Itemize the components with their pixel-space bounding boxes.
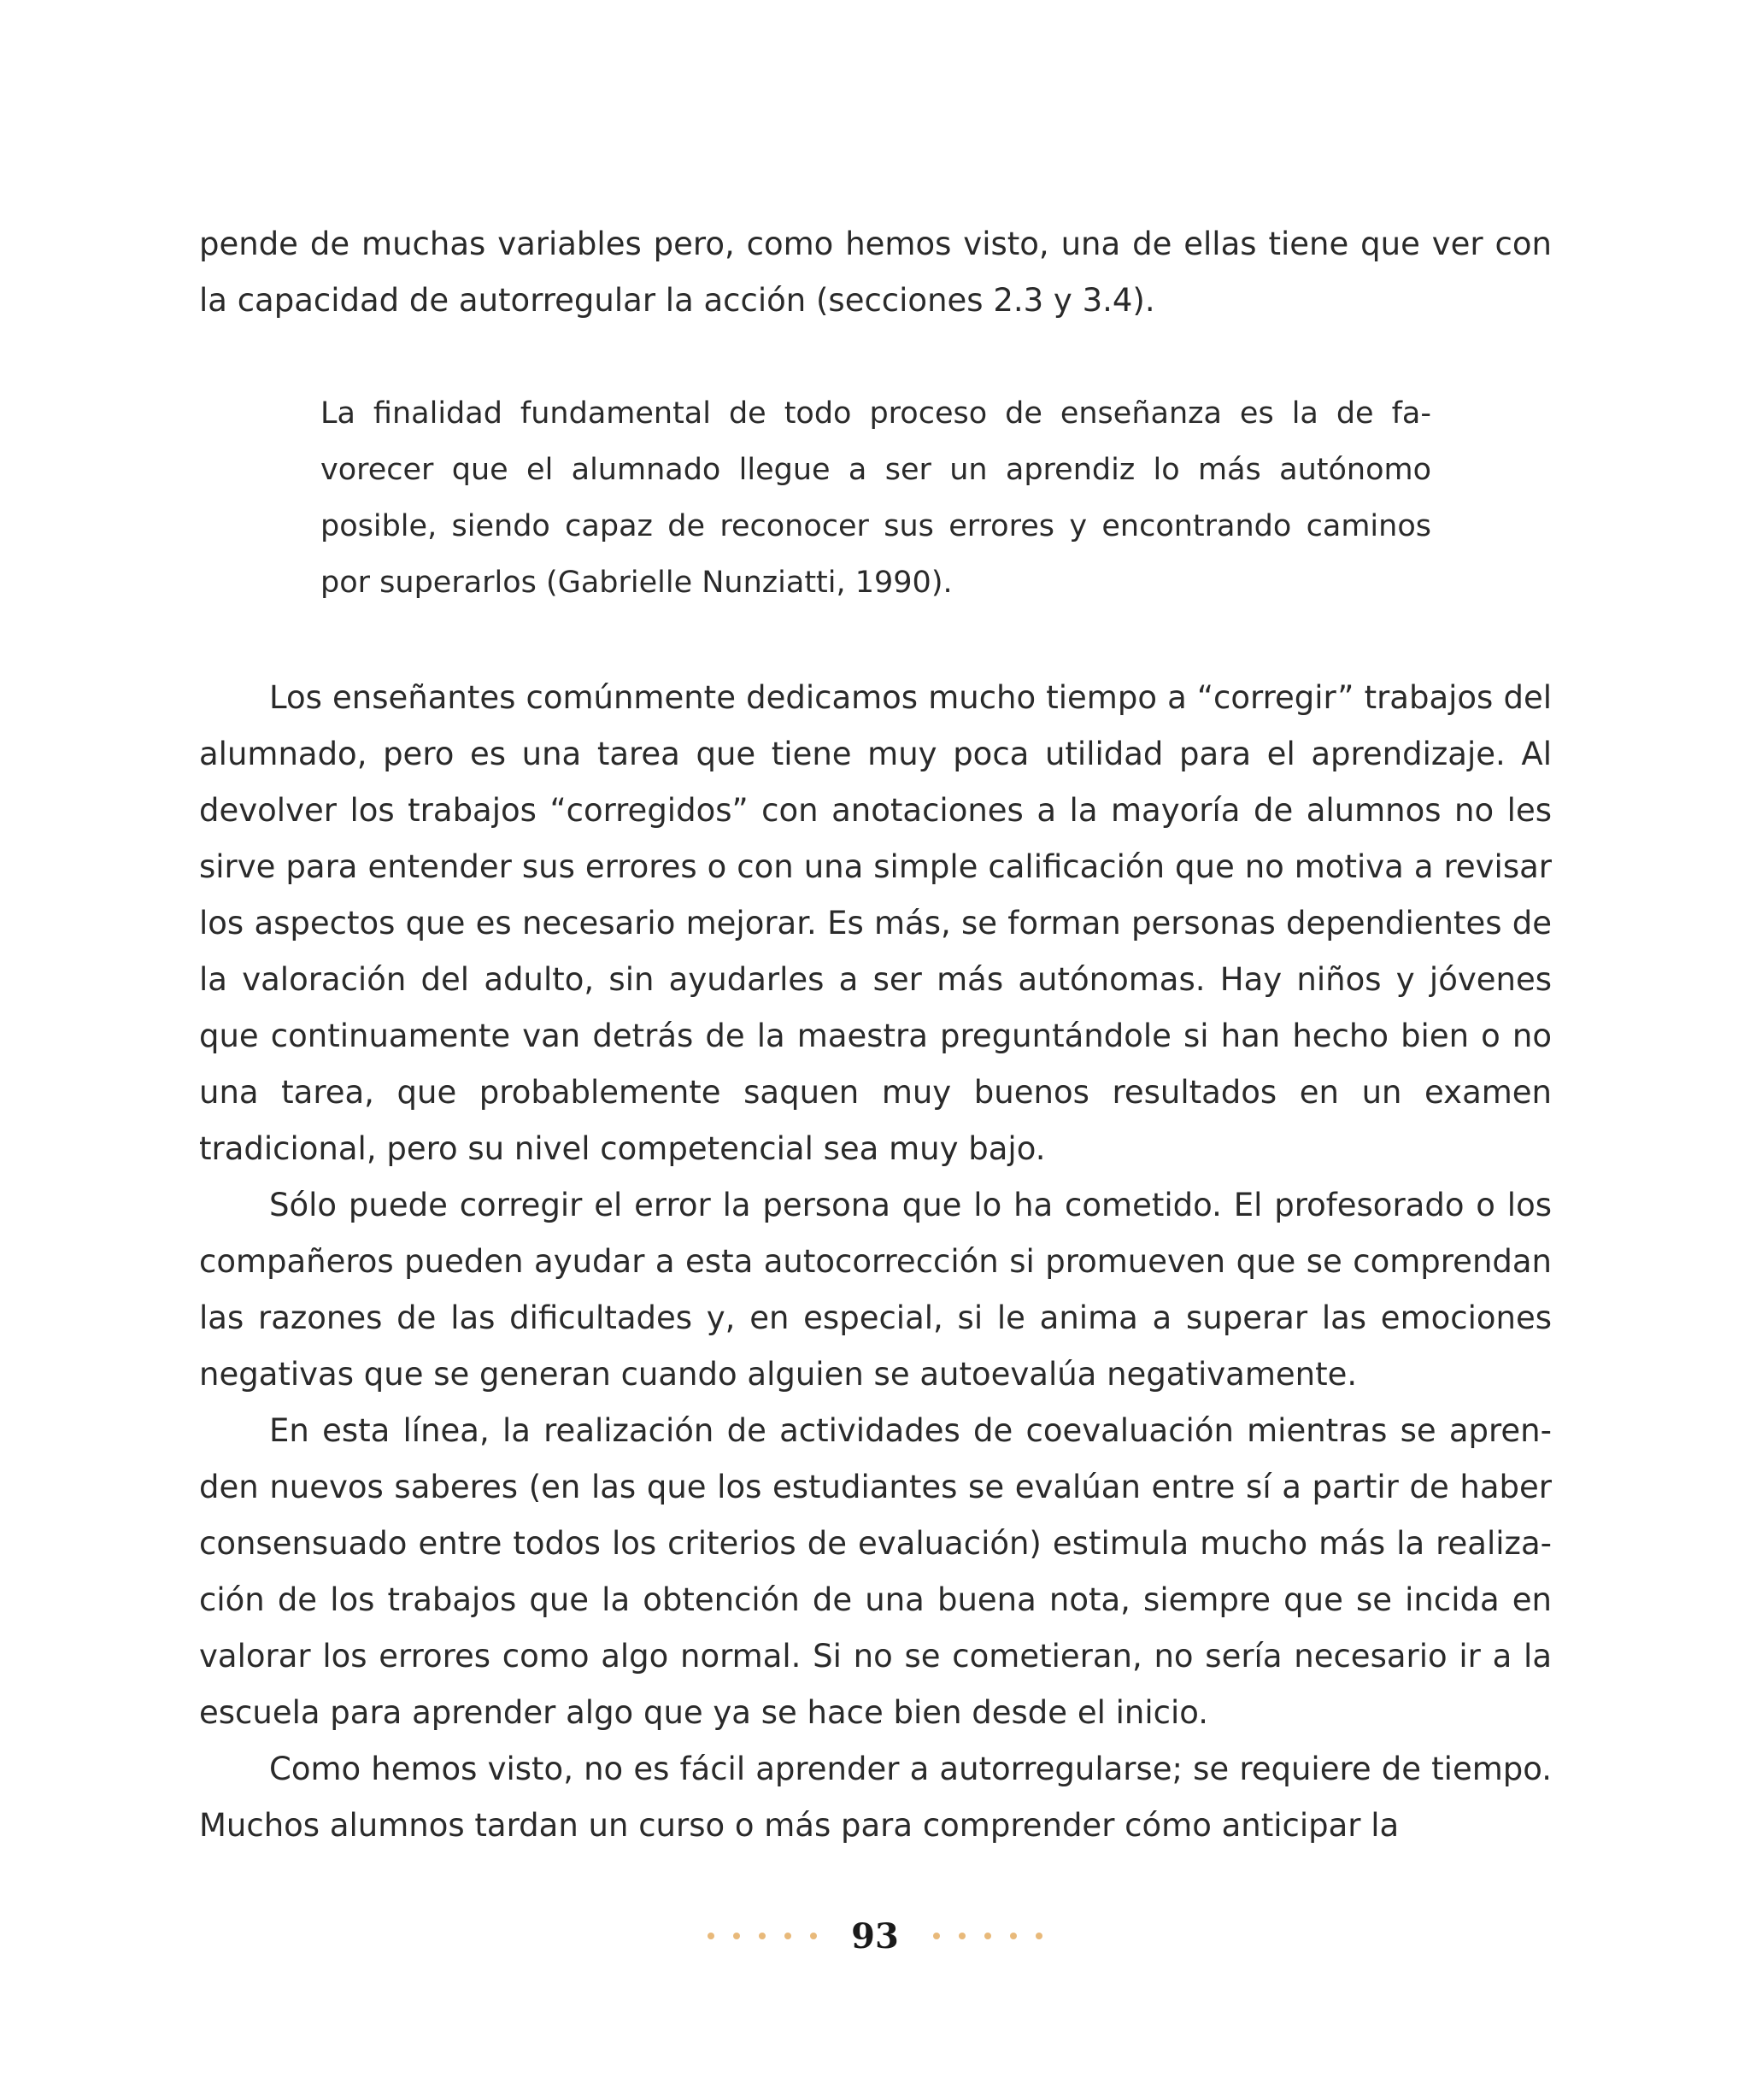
- dot-icon: [708, 1933, 714, 1939]
- dot-icon: [810, 1933, 817, 1939]
- main-text-block: [199, 670, 1552, 1854]
- dot-icon: [759, 1933, 766, 1939]
- footer-dots-left: [708, 1933, 817, 1939]
- paragraph-2: Sólo puede corregir el error la persona que lo ha cometido. El profesorado o los compañeros pueden ayudar a esta autocorrección si promueven que se comprendan las razones de las dificultades y, en especial, si le anima a superar las emociones negativas que se generan cuando alguien se autoevalúa negativamente.: [199, 1187, 1552, 1393]
- dot-icon: [984, 1933, 991, 1939]
- page-number: 93: [851, 1915, 899, 1956]
- dot-icon: [1036, 1933, 1042, 1939]
- intro-paragraph: pende de muchas variables pero, como hemos visto, una de ellas tiene que ver con la capacidad de autorregular la acción (secciones 2.3 y 3.4).: [199, 226, 1552, 319]
- footer-dots-right: [933, 1933, 1042, 1939]
- dot-icon: [933, 1933, 940, 1939]
- dot-icon: [1010, 1933, 1017, 1939]
- paragraph-4: Como hemos visto, no es fácil aprender a autorregularse; se requiere de tiempo. Muchos alumnos tardan un curso o más para comprender cómo anticipar la: [199, 1751, 1552, 1844]
- paragraph-3: En esta línea, la realización de actividades de coevaluación mientras se aprenden nuevos saberes (en las que los estudiantes se evalúan entre sí a partir de haber consensuado entre todos los criterios de evaluación) estimula mucho más la realización de los trabajos que la obtención de una buena nota, siempre que se incida en valorar los errores como algo normal. Si no se cometieran, no sería necesario ir a la escuela para aprender algo que ya se hace bien desde el inicio.: [199, 1412, 1552, 1731]
- intro-text-block: [199, 216, 1552, 329]
- dot-icon: [733, 1933, 740, 1939]
- block-quote: La finalidad fundamental de todo proceso de enseñanza es la de favorecer que el alumnado llegue a ser un aprendiz lo más autónomo posible, siendo capaz de reconocer sus errores y encontrando caminos por superarlos (Gabrielle Nunziatti, 1990).: [320, 396, 1431, 600]
- dot-icon: [959, 1933, 966, 1939]
- paragraph-1: Los enseñantes comúnmente dedicamos mucho tiempo a “corregir” trabajos del alumnado, pero es una tarea que tiene muy poca utilidad para el aprendizaje. Al devolver los trabajos “corregidos” con anotaciones a la mayoría de alumnos no les sirve para entender sus errores o con una simple calificación que no motiva a revisar los aspectos que es necesario mejorar. Es más, se forman personas dependientes de la valoración del adulto, sin ayudarles a ser más autónomas. Hay niños y jóvenes que continuamente van detrás de la maestra preguntándole si han hecho bien o no una tarea, que probablemente saquen muy buenos resultados en un examen tradicional, pero su nivel competencial sea muy bajo.: [199, 679, 1552, 1167]
- page-footer: [0, 1910, 1750, 1962]
- dot-icon: [784, 1933, 791, 1939]
